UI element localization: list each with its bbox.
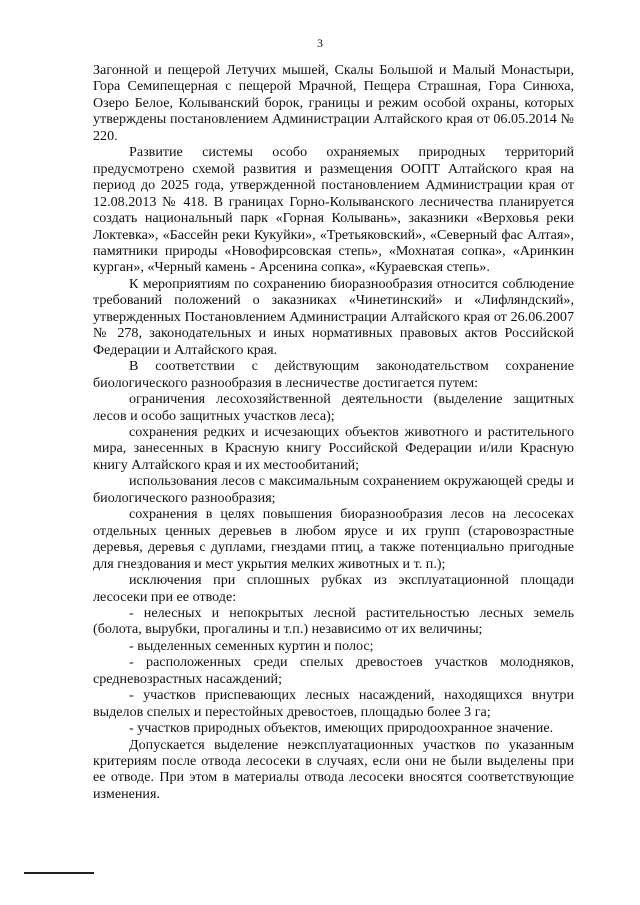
paragraph: Загонной и пещерой Летучих мышей, Скалы Большой и Малый Монастыри, Гора Семипещерная с пещерой Мрачной, Пещера Страшная, Гора Синюха, Озеро Белое, Колыванский борок, границы и режим особой охраны, которых утверждены постановлением Администрации Алтайского края от 06.05.2014 № 220.	[93, 62, 574, 144]
document-body	[93, 62, 574, 802]
sub-list-item: - нелесных и непокрытых лесной растительностью лесных земель (болота, вырубки, прогалины и т.п.) независимо от их величины;	[93, 604, 574, 638]
list-item: ограничения лесохозяйственной деятельности (выделение защитных лесов и особо защитных участков леса);	[93, 391, 574, 424]
list-item: исключения при сплошных рубках из эксплуатационной площади лесосеки при ее отводе:	[93, 572, 574, 605]
list-item: сохранения в целях повышения биоразнообразия лесов на лесосеках отдельных ценных деревьев в любом ярусе и их групп (старовозрастные деревья, деревья с дуплами, гнездами птиц, а также потенциально пригодные для гнездования и мест укрытия мелких животных и т. п.);	[93, 506, 574, 572]
paragraph: К мероприятиям по сохранению биоразнообразия относится соблюдение требований положений о заказниках «Чинетинский» и «Лифляндский», утвержденных Постановлением Администрации Алтайского края от 26.06.2007 № 278, законодательных и иных нормативных правовых актов Российской Федерации и Алтайского края.	[93, 275, 574, 358]
paragraph: Развитие системы особо охраняемых природных территорий предусмотрено схемой развития и размещения ООПТ Алтайского края на период до 2025 года, утвержденной постановлением Администрации края от 12.08.2013 № 418. В границах Горно-Колыванского лесничества планируется создать национальный парк «Горная Колывань», заказники «Верховья реки Локтевка», «Бассейн реки Кукуйки», «Третьяковский», «Северный фас Алтая», памятники природы «Новофирсовская степь», «Мохнатая сопка», «Аринкин курган», «Черный камень - Арсенина сопка», «Кураевская степь».	[93, 144, 574, 276]
page-number: 3	[317, 36, 323, 50]
list-item: сохранения редких и исчезающих объектов животного и растительного мира, занесенных в Красную книгу Российской Федерации и/или Красную книгу Алтайского края и их местообитаний;	[93, 423, 574, 473]
paragraph: Допускается выделение неэксплуатационных участков по указанным критериям после отвода лесосеки в случаях, если они не были выделены при ее отводе. При этом в материалы отвода лесосеки вносятся соответствующие изменения.	[93, 736, 574, 802]
list-item: использования лесов с максимальным сохранением окружающей среды и биологического разнообразия;	[93, 473, 574, 506]
sub-list-item: - расположенных среди спелых древостоев участков молодняков, средневозрастных насаждений;	[93, 654, 574, 687]
paragraph: В соответствии с действующим законодательством сохранение биологического разнообразия в лесничестве достигается путем:	[93, 358, 574, 391]
sub-list-item: - выделенных семенных куртин и полос;	[129, 637, 374, 654]
sub-list-item: - участков природных объектов, имеющих природоохранное значение.	[129, 720, 554, 737]
footer-divider	[24, 872, 94, 874]
sub-list-item: - участков приспевающих лесных насаждений, находящихся внутри выделов спелых и перестойных древостоев, площадью более 3 га;	[93, 687, 574, 720]
